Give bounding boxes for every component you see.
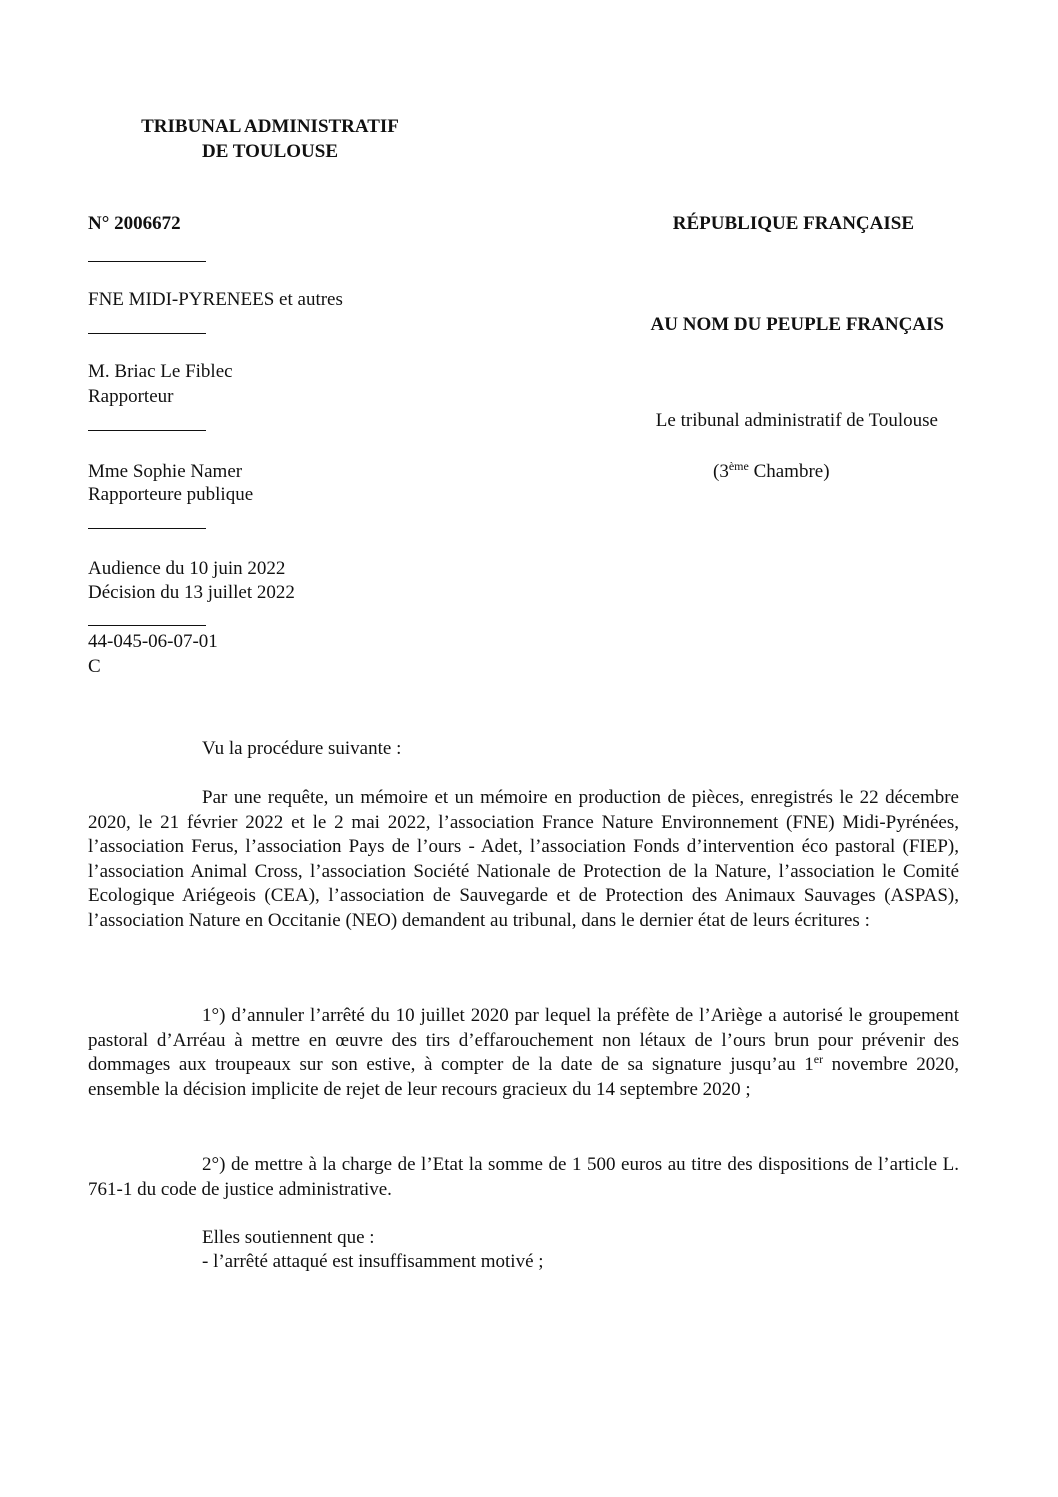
decision-date: Décision du 13 juillet 2022	[88, 582, 295, 603]
in-the-name-heading: AU NOM DU PEUPLE FRANÇAIS	[650, 314, 944, 335]
case-number: N° 2006672	[88, 213, 181, 234]
chamber-suffix: Chambre)	[748, 461, 830, 482]
court-name-line1: TRIBUNAL ADMINISTRATIF	[141, 116, 399, 137]
classification-code: 44-045-06-07-01	[88, 631, 218, 652]
parties: FNE MIDI-PYRENEES et autres	[88, 289, 343, 310]
hearing-date: Audience du 10 juin 2022	[88, 558, 286, 579]
rapporteur-role: Rapporteur	[88, 386, 174, 407]
separator-rule	[88, 261, 206, 262]
separator-rule	[88, 430, 206, 431]
public-rapporteur-role: Rapporteure publique	[88, 484, 254, 505]
argument-item: - l’arrêté attaqué est insuffisamment motivé ;	[202, 1251, 544, 1272]
paragraph-conclusion-1	[88, 1004, 959, 1102]
separator-rule	[88, 528, 206, 529]
arguments-intro: Elles soutiennent que :	[202, 1227, 375, 1248]
chamber-prefix: (3	[713, 461, 729, 482]
tribunal-name: Le tribunal administratif de Toulouse	[655, 410, 938, 431]
separator-rule	[88, 625, 206, 626]
rapporteur-name: M. Briac Le Fiblec	[88, 361, 233, 382]
court-name	[120, 114, 420, 164]
paragraph-requests: Par une requête, un mémoire et un mémoire en production de pièces, enregistrés le 22 décembre 2020, le 21 février 2022 et le 2 mai 2022, l’association France Nature Environnement (FNE) Midi-Pyrénées, l’association Ferus, l’association Pays de l’ours - Adet, l’association Fonds d’intervention éco pastoral (FIEP), l’association Animal Cross, l’association Société Nationale de Protection de la Nature, l’association le Comité Ecologique Ariégeois (CEA), l’association de Sauvegarde et de Protection des Animaux Sauvages (ASPAS), l’association Nature en Occitanie (NEO) demandent au tribunal, dans le dernier état de leurs écritures :	[88, 787, 959, 931]
republic-heading: RÉPUBLIQUE FRANÇAISE	[672, 213, 914, 234]
chamber	[713, 460, 830, 485]
conclusion-1-ordinal: er	[813, 1052, 824, 1066]
procedure-intro: Vu la procédure suivante :	[202, 738, 402, 759]
classification-letter: C	[88, 656, 101, 677]
public-rapporteur-name: Mme Sophie Namer	[88, 461, 243, 482]
separator-rule	[88, 333, 206, 334]
paragraph-conclusion-2: 2°) de mettre à la charge de l’Etat la somme de 1 500 euros au titre des dispositions de l’article L. 761-1 du code de justice administrative.	[88, 1154, 959, 1200]
court-name-line2: DE TOULOUSE	[201, 141, 339, 162]
chamber-ordinal: ème	[728, 459, 749, 473]
conclusion-1-text-end: novembre 2020, ensemble la décision implicite de rejet de leur recours gracieux du 14 septembre 2020 ;	[88, 1054, 960, 1100]
conclusion-1-text: 1°) d’annuler l’arrêté du 10 juillet 2020 par lequel la préfète de l’Ariège a autorisé le groupement pastoral d’Arréau à mettre en œuvre des tirs d’effarouchement non létaux de l’ours brun pour prévenir des dommages aux troupeaux sur son estive, à compter de la date de sa signature jusqu’au 1	[88, 1005, 959, 1075]
